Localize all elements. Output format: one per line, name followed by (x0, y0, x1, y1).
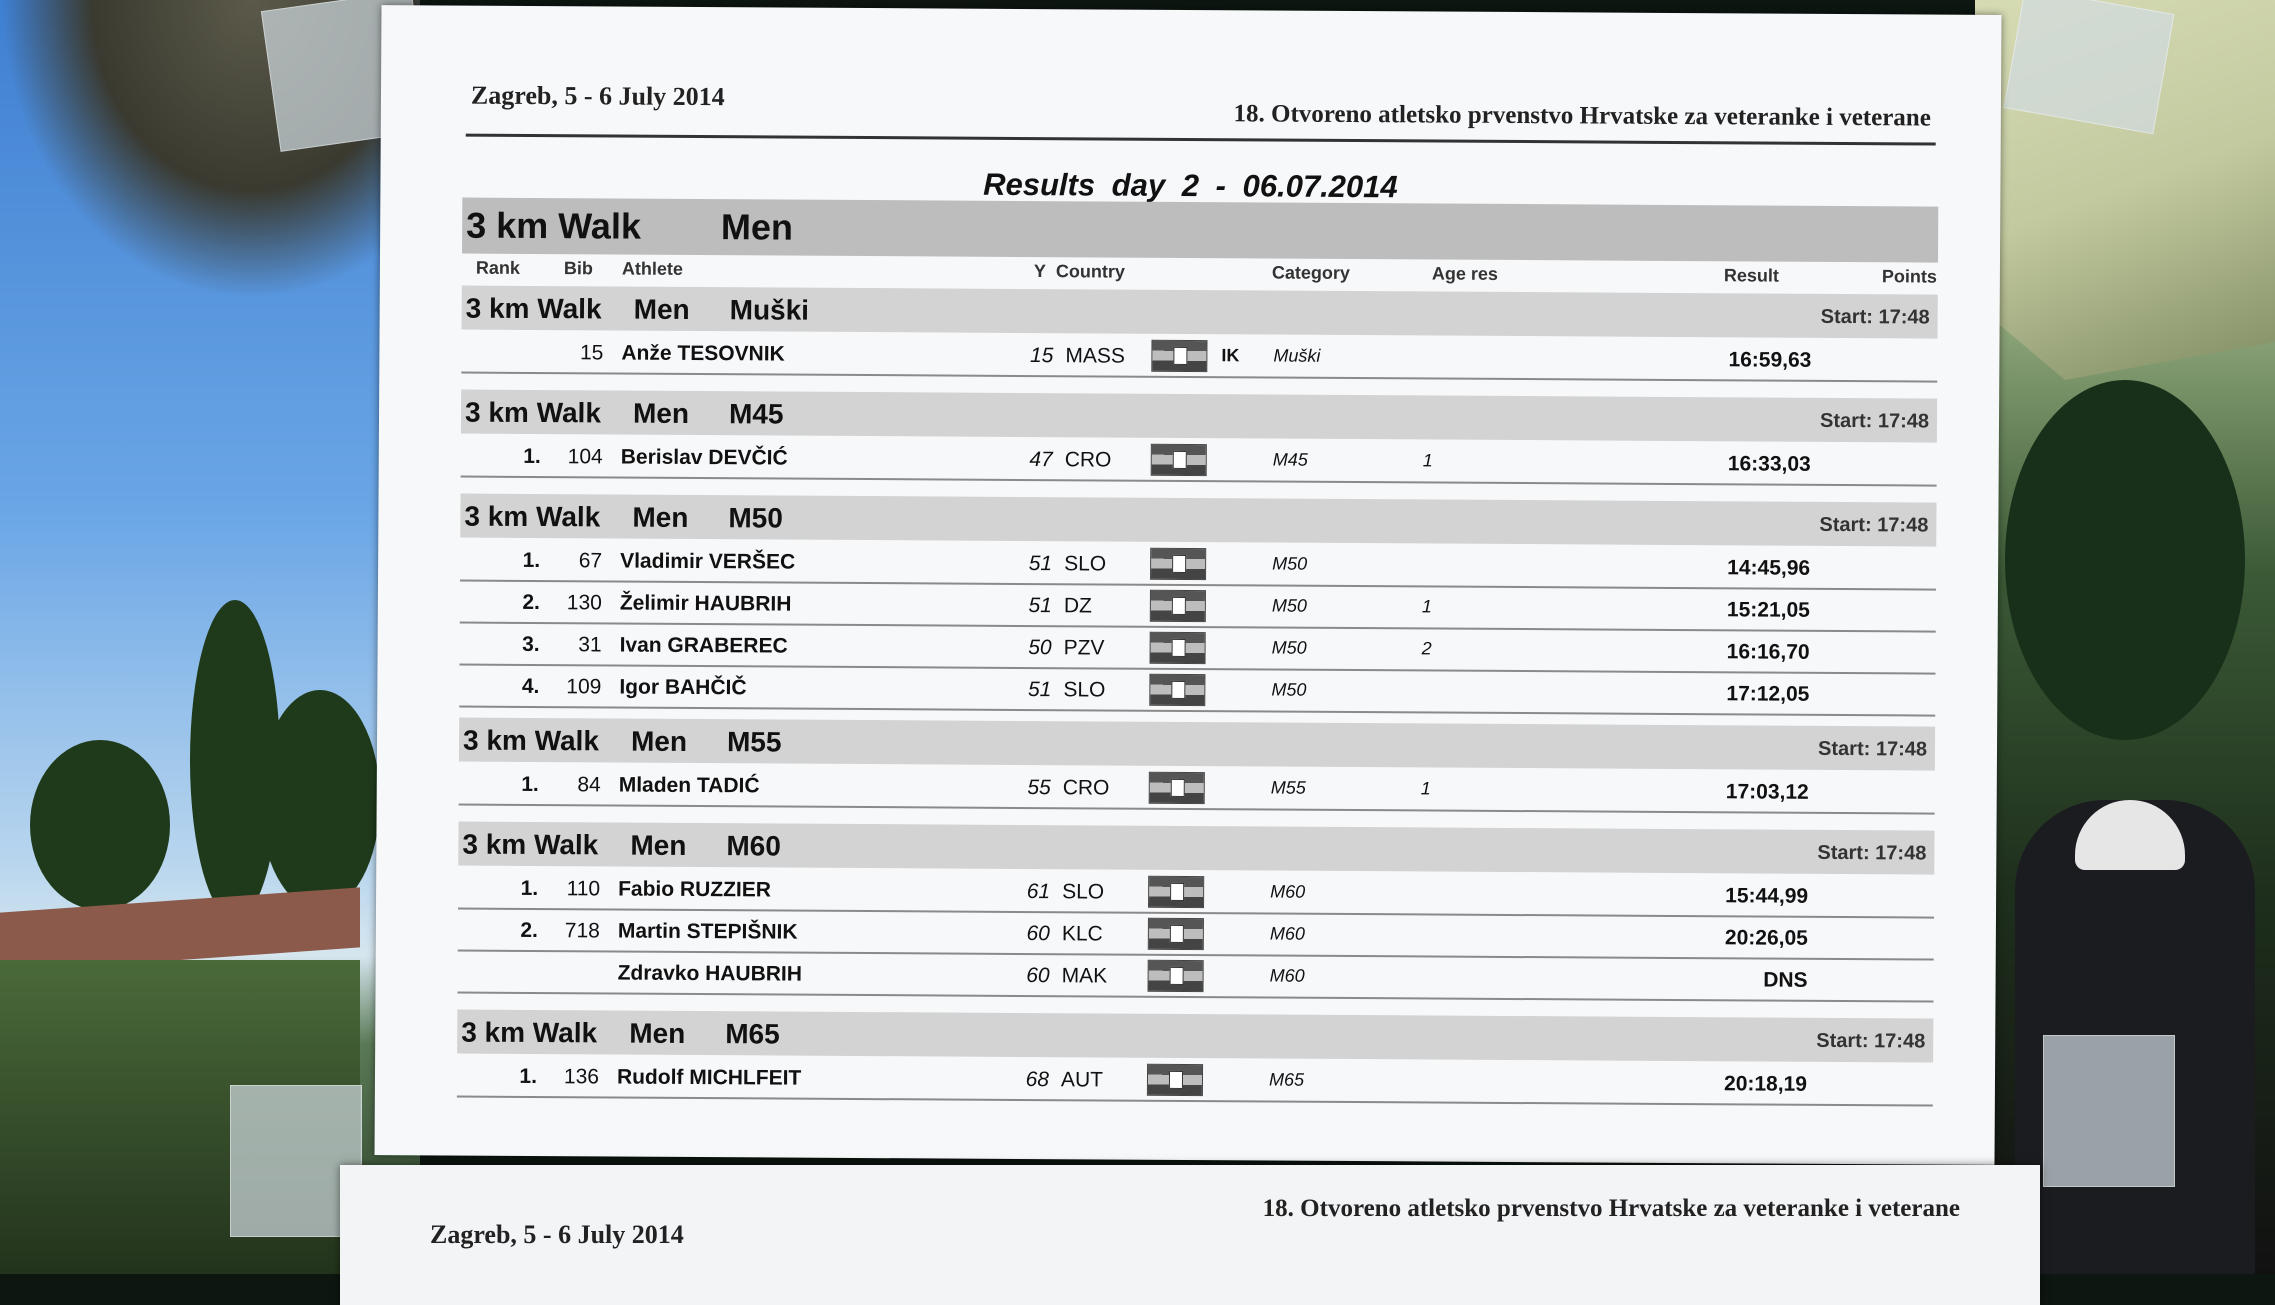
tree (2005, 380, 2245, 740)
rank: 2. (500, 591, 540, 615)
category: M60 (1270, 882, 1305, 903)
col-category: Category (1272, 263, 1350, 284)
group-category: Muški (730, 294, 810, 326)
col-athlete: Athlete (622, 259, 683, 280)
year: 60 (1018, 964, 1050, 988)
result: 17:12,05 (1679, 682, 1809, 707)
group-header-m45 (461, 390, 1937, 443)
bib: 136 (549, 1065, 599, 1089)
country: SLO (1063, 678, 1105, 702)
rank: 1. (497, 1065, 537, 1089)
country: DZ (1064, 594, 1092, 618)
year: 55 (1019, 776, 1051, 800)
country: MAK (1062, 964, 1108, 988)
group-start-time: Start: 17:48 (1821, 306, 1930, 330)
group-gender: Men (629, 1018, 685, 1050)
year: 51 (1020, 594, 1052, 618)
tape (2043, 1035, 2175, 1187)
event-bar (462, 198, 1938, 263)
bib: 718 (550, 919, 600, 943)
result-row (459, 764, 1935, 815)
country: CRO (1063, 776, 1110, 800)
col-bib: Bib (564, 258, 593, 279)
bib: 110 (550, 877, 600, 901)
category: Muški (1273, 346, 1320, 367)
year: 61 (1018, 880, 1050, 904)
result-row (461, 332, 1937, 383)
group-event: 3 km Walk (463, 725, 599, 758)
lower-championship-title: 18. Otvoreno atletsko prvenstvo Hrvatske za veteranke i veterane (1263, 1195, 1960, 1223)
lower-results-sheet (340, 1165, 2040, 1305)
athlete: Anže TESOVNIK (621, 342, 785, 367)
athlete: Želimir HAUBRIH (620, 592, 792, 617)
category: M45 (1273, 450, 1308, 471)
result: 15:44,99 (1678, 884, 1808, 909)
flag-icon (1151, 340, 1207, 372)
category: M65 (1269, 1070, 1304, 1091)
col-year: Y (1034, 261, 1046, 282)
country: AUT (1061, 1068, 1103, 1092)
result: 15:21,05 (1680, 598, 1810, 623)
athlete: Fabio RUZZIER (618, 878, 771, 903)
result-row (457, 1056, 1933, 1107)
group-header-m55 (459, 718, 1935, 771)
result: 20:26,05 (1678, 926, 1808, 951)
results-sheet (375, 5, 2002, 1165)
group-header-m65 (457, 1010, 1933, 1063)
ik-mark: IK (1221, 345, 1239, 366)
category: M50 (1272, 596, 1307, 617)
rank: 3. (500, 633, 540, 657)
group-gender: Men (634, 294, 690, 326)
group-gender: Men (630, 830, 686, 862)
year: 15 (1021, 344, 1053, 368)
group-gender: Men (631, 726, 687, 758)
country: SLO (1064, 552, 1106, 576)
col-country: Country (1056, 261, 1125, 282)
category: M50 (1271, 680, 1306, 701)
col-points: Points (1882, 266, 1937, 287)
country: KLC (1062, 922, 1103, 946)
flag-icon (1150, 548, 1206, 580)
athlete: Berislav DEVČIĆ (621, 446, 788, 471)
group-category: M65 (725, 1018, 780, 1050)
flag-icon (1149, 674, 1205, 706)
bib: 15 (553, 341, 603, 365)
group-event: 3 km Walk (465, 397, 601, 430)
col-rank: Rank (476, 258, 520, 279)
result: 20:18,19 (1677, 1072, 1807, 1097)
group-category: M60 (726, 830, 781, 862)
flag-icon (1149, 772, 1205, 804)
flag-icon (1148, 876, 1204, 908)
athlete: Vladimir VERŠEC (620, 550, 795, 575)
year: 68 (1017, 1068, 1049, 1092)
category: M60 (1270, 966, 1305, 987)
year: 51 (1019, 678, 1051, 702)
country: MASS (1065, 344, 1125, 368)
result-row (461, 436, 1937, 487)
flag-icon (1147, 1064, 1203, 1096)
rank: 1. (500, 549, 540, 573)
athlete: Igor BAHČIČ (619, 676, 746, 701)
group-header-m60 (458, 822, 1934, 875)
athlete: Mladen TADIĆ (619, 774, 760, 799)
category: M60 (1270, 924, 1305, 945)
age-result: 1 (1423, 450, 1433, 471)
tree (30, 740, 170, 910)
lower-location-date: Zagreb, 5 - 6 July 2014 (430, 1220, 684, 1250)
rank: 1. (498, 877, 538, 901)
athlete: Rudolf MICHLFEIT (617, 1066, 801, 1091)
event-name: 3 km Walk (466, 205, 641, 248)
rank: 1. (501, 445, 541, 469)
results-title: Results day 2 - 06.07.2014 (380, 163, 2000, 209)
country: CRO (1065, 448, 1112, 472)
flag-icon (1148, 918, 1204, 950)
age-result: 1 (1422, 596, 1432, 617)
year: 50 (1020, 636, 1052, 660)
result-row (457, 952, 1933, 1003)
group-event: 3 km Walk (464, 501, 600, 534)
tree (260, 690, 380, 910)
country: SLO (1062, 880, 1104, 904)
rank: 1. (499, 773, 539, 797)
year: 47 (1021, 448, 1053, 472)
athlete: Ivan GRABEREC (620, 634, 788, 659)
result: 16:33,03 (1681, 452, 1811, 477)
flag-icon (1150, 632, 1206, 664)
bib: 84 (551, 773, 601, 797)
rank: 2. (498, 919, 538, 943)
athlete: Martin STEPIŠNIK (618, 920, 798, 945)
result-row (459, 666, 1935, 717)
athlete: Zdravko HAUBRIH (618, 962, 803, 987)
category: M50 (1272, 554, 1307, 575)
flag-icon (1151, 444, 1207, 476)
group-category: M50 (728, 502, 783, 534)
bib: 109 (551, 675, 601, 699)
year: 51 (1020, 552, 1052, 576)
group-start-time: Start: 17:48 (1820, 410, 1929, 434)
rank: 4. (499, 675, 539, 699)
col-result: Result (1724, 265, 1779, 286)
group-gender: Men (632, 502, 688, 534)
col-age-res: Age res (1432, 263, 1498, 284)
category: M55 (1271, 778, 1306, 799)
group-event: 3 km Walk (462, 829, 598, 862)
bib: 130 (552, 591, 602, 615)
age-result: 2 (1422, 638, 1432, 659)
championship-title: 18. Otvoreno atletsko prvenstvo Hrvatske za veteranke i veterane (1233, 100, 1930, 132)
bib: 67 (552, 549, 602, 573)
year: 60 (1018, 922, 1050, 946)
group-header-muski (462, 286, 1938, 339)
category: M50 (1272, 638, 1307, 659)
group-header-m50 (460, 494, 1936, 547)
flag-icon (1150, 590, 1206, 622)
result: 17:03,12 (1679, 780, 1809, 805)
result: DNS (1678, 968, 1808, 993)
country: PZV (1064, 636, 1105, 660)
group-event: 3 km Walk (466, 293, 602, 326)
bib: 31 (552, 633, 602, 657)
location-date: Zagreb, 5 - 6 July 2014 (471, 81, 725, 113)
group-category: M45 (729, 398, 784, 430)
result: 16:16,70 (1680, 640, 1810, 665)
header-rule (466, 134, 1936, 146)
group-start-time: Start: 17:48 (1819, 514, 1928, 538)
bib: 104 (553, 445, 603, 469)
flag-icon (1148, 960, 1204, 992)
group-category: M55 (727, 726, 782, 758)
group-gender: Men (633, 398, 689, 430)
group-start-time: Start: 17:48 (1818, 738, 1927, 762)
event-gender: Men (721, 206, 793, 248)
age-result: 1 (1421, 778, 1431, 799)
group-start-time: Start: 17:48 (1816, 1030, 1925, 1054)
result: 16:59,63 (1681, 348, 1811, 373)
group-start-time: Start: 17:48 (1817, 842, 1926, 866)
group-event: 3 km Walk (461, 1017, 597, 1050)
result: 14:45,96 (1680, 556, 1810, 581)
